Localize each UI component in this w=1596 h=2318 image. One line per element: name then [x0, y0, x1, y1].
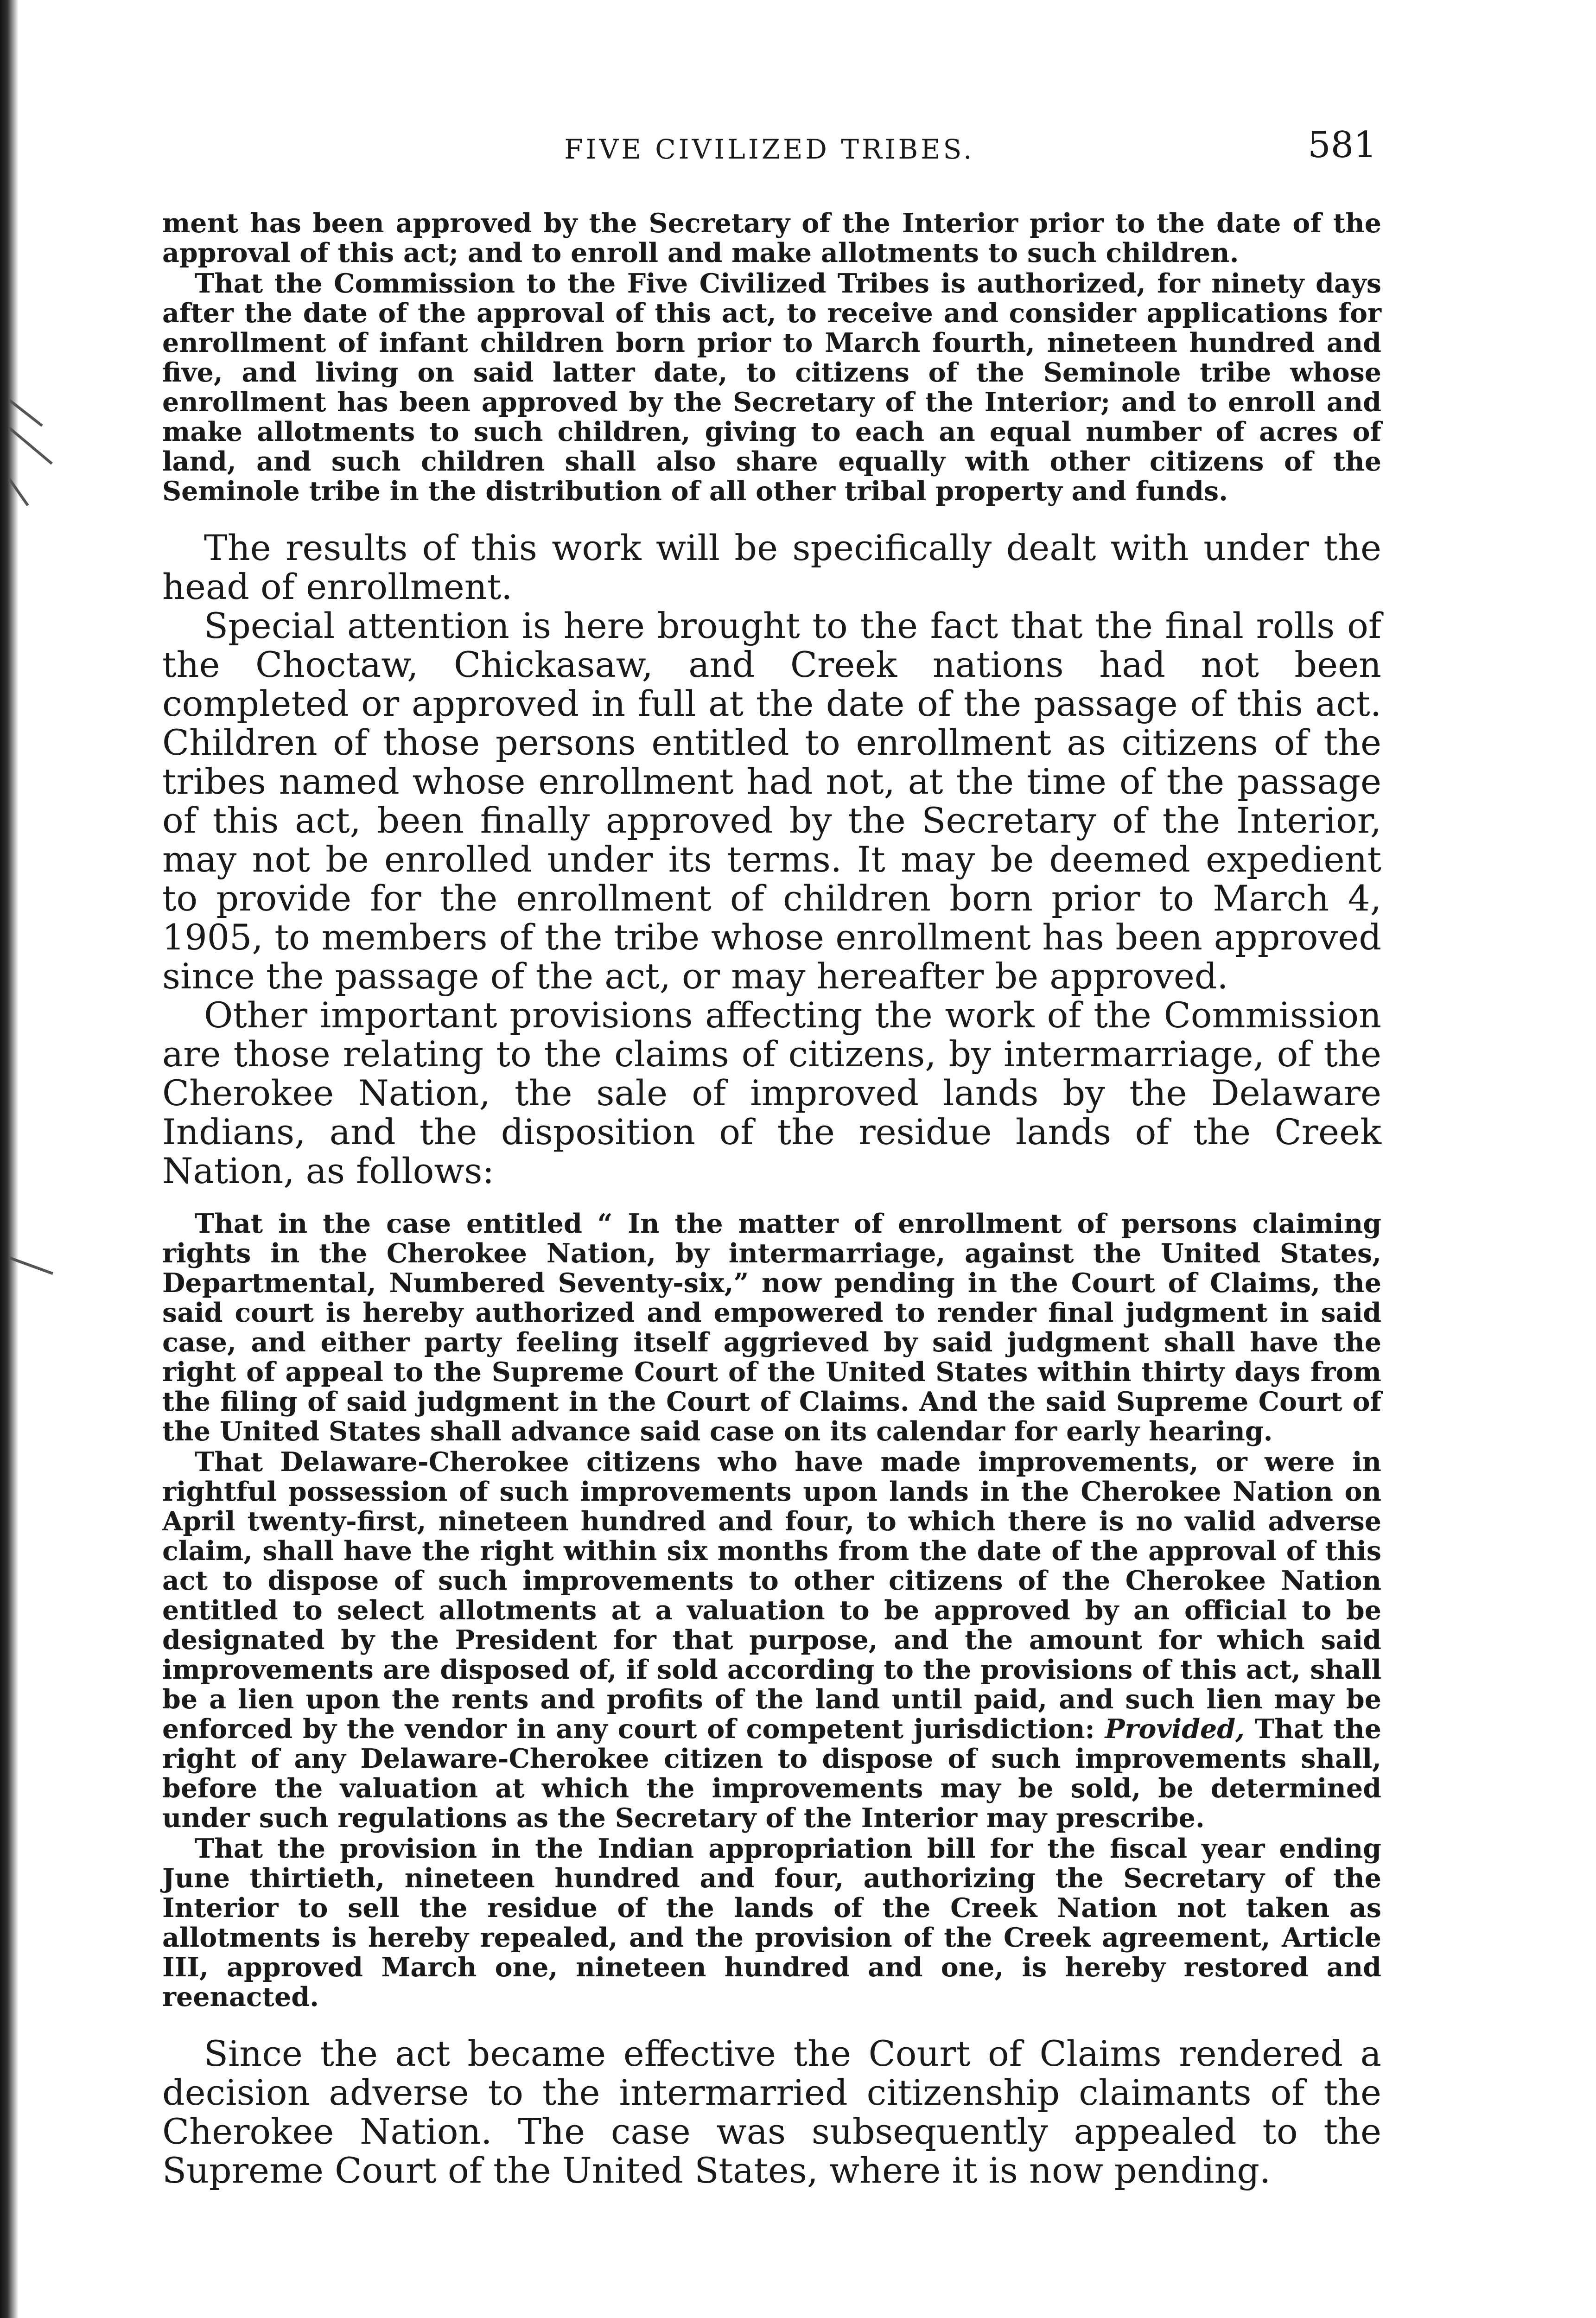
delaware-text-part-1: That Delaware-Cherokee citizens who have made improvements, or were in rightful possession of such improvements upon lands in the Cherokee Nation on April twenty-first, nineteen hundred and four, to which there is no valid adverse claim, shall have the right within six months from the date of the approval of this act to dispose of such improvements to other citizens of the Cherokee Nation entitled to select allotments at a valuation to be approved by an official to be designated by the President for that purpose, and the amount for which said improvements are disposed of, if sold according to the provisions of this act, shall be a lien upon the rents and profits of the land until paid, and such lien may be enforced by the vendor in any court of competent jurisdiction: — [162, 1446, 1381, 1745]
body-paragraph-special-attention: Special attention is here brought to the fact that the final rolls of the Choctaw, Chickasaw, and Creek nations had not been completed or approved in full at the date of the passage of this act. Children of those persons entitled to enrollment as citizens of the tribes named whose enrollment had not, at the time of the passage of this act, been finally approved by the Secretary of the Interior, may not be enrolled under its terms. It may be deemed expedient to provide for the enrollment of children born prior to March 4, 1905, to members of the tribe whose enrollment has been approved since the passage of the act, or may hereafter be approved. — [162, 605, 1381, 997]
body-paragraph-court-of-claims: Since the act became effective the Court of Claims rendered a decision adverse to the intermarried citizenship claimants of the Cherokee Nation. The case was subsequently appealed to the Supreme Court of the United States, where it is now pending. — [162, 2033, 1381, 2191]
running-head: FIVE CIVILIZED TRIBES. — [564, 134, 975, 165]
page-number: 581 — [1308, 124, 1377, 166]
statute-continuation: ment has been approved by the Secretary of the Interior prior to the date of the approval of this act; and to enroll and make allotments to such children. — [162, 208, 1381, 268]
provided-italic: Provided, — [1105, 1713, 1245, 1745]
statute-seminole-enrollment: That the Commission to the Five Civilized Tribes is authorized, for ninety days after the date of the approval of this act, to receive and consider applications for enrollment of infant children born prior to March fourth, nineteen hundred and five, and living on said latter date, to citizens of the Seminole tribe whose enrollment has been approved by the Secretary of the Interior; and to enroll and make allotments to such children, giving to each an equal number of acres of land, and such children shall also share equally with other citizens of the Seminole tribe in the distribution of all other tribal property and funds. — [162, 268, 1381, 507]
statute-delaware-cherokee — [162, 1447, 1381, 1833]
body-paragraph-other-provisions: Other important provisions affecting the work of the Commission are those relating to the claims of citizens, by intermarriage, of the Cherokee Nation, the sale of improved lands by the Delaware Indians, and the disposition of the residue lands of the Creek Nation, as follows: — [162, 994, 1381, 1191]
body-paragraph-results: The results of this work will be specifically dealt with under the head of enrollment. — [162, 527, 1381, 607]
delaware-text-part-2: That the right of any Delaware-Cherokee citizen to dispose of such improvements shall, before the valuation at which the improvements may be sold, be determined under such regulations as the Secretary of the Interior may prescribe. — [162, 1713, 1381, 1834]
statute-creek-residue: That the provision in the Indian appropriation bill for the fiscal year ending June thirtieth, nineteen hundred and four, authorizing the Secretary of the Interior to sell the residue of the lands of the Creek Nation not taken as allotments is hereby repealed, and the provision of the Creek agreement, Article III, approved March one, nineteen hundred and one, is hereby restored and reenacted. — [162, 1833, 1381, 2012]
scan-edge-shadow — [0, 0, 19, 2318]
page-body — [162, 209, 1381, 2190]
statute-cherokee-intermarriage: That in the case entitled “ In the matter of enrollment of persons claiming rights in the Cherokee Nation, by intermarriage, against the United States, Departmental, Numbered Seventy-six,” now pending in the Court of Claims, the said court is hereby authorized and empowered to render final judgment in said case, and either party feeling itself aggrieved by said judgment shall have the right of appeal to the Supreme Court of the United States within thirty days from the filing of said judgment in the Court of Claims. And the said Supreme Court of the United States shall advance said case on its calendar for early hearing. — [162, 1208, 1381, 1447]
page-header — [162, 124, 1377, 180]
